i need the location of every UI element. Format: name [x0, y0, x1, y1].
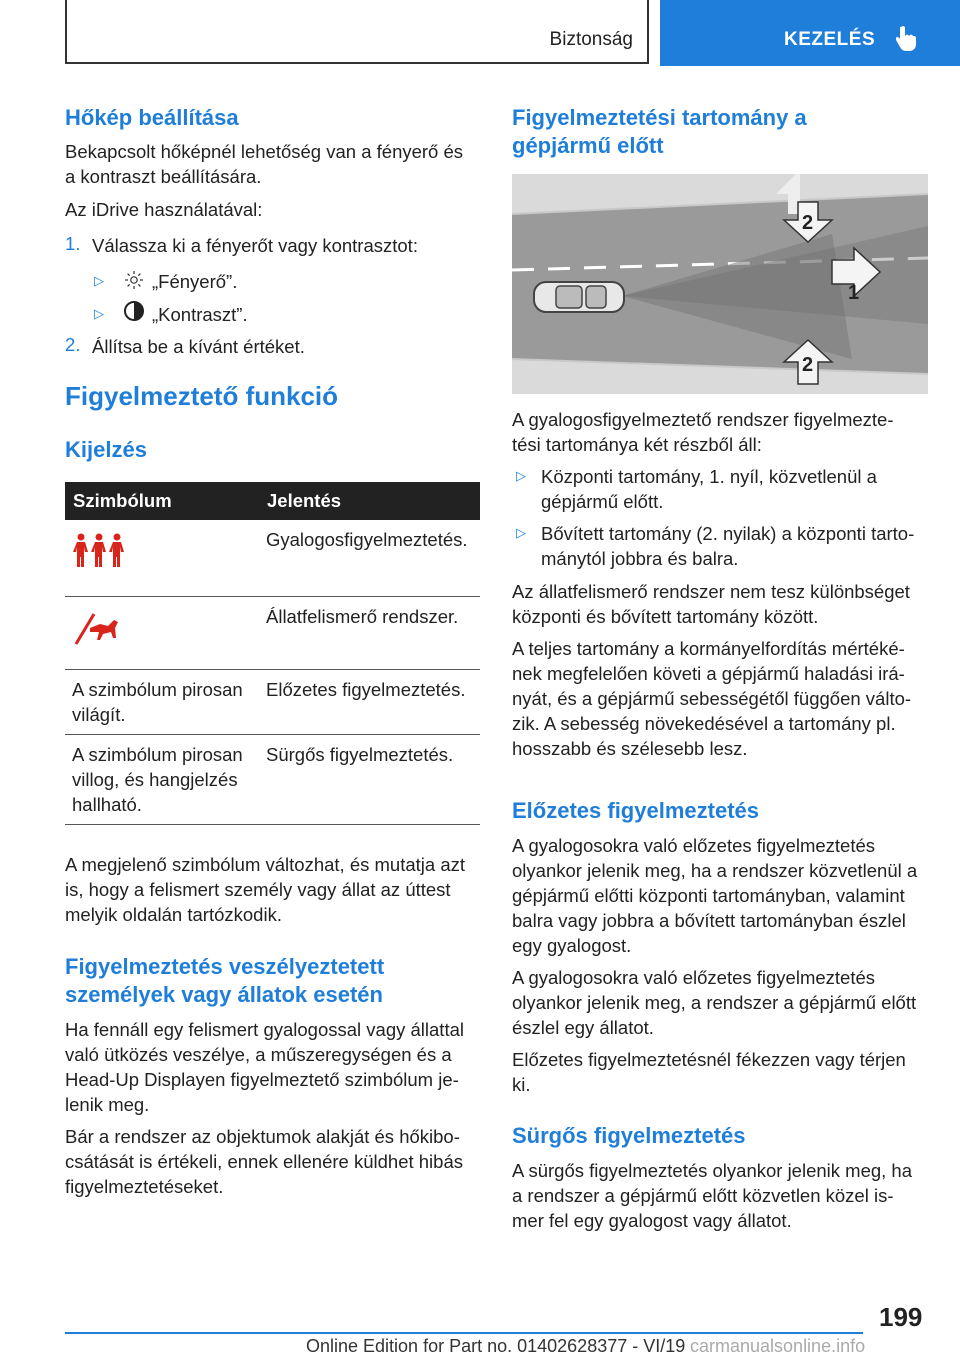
heading-elozetes: Előzetes figyelmeztetés: [512, 798, 759, 823]
heading-tartomany-2: gépjármű előtt: [512, 133, 664, 158]
para-gyal-1: A gyalogosfigyelmeztető rendszer figyelmezte-: [512, 409, 894, 430]
para-teljes-5: hosszabb és szélesebb lesz.: [512, 738, 748, 759]
para-allat-1: Az állatfelismerő rendszer nem tesz különbséget: [512, 581, 910, 602]
para-el3-1: Előzetes figyelmeztetésnél fékezzen vagy térjen: [512, 1049, 906, 1070]
pedestrians-icon: [72, 533, 126, 569]
bullet-1-line-2: gépjármű előtt.: [541, 491, 664, 512]
heading-hokep: Hőkép beállítása: [65, 105, 239, 130]
table-cell-meaning: Előzetes figyelmeztetés.: [259, 670, 480, 735]
brightness-icon: [124, 270, 144, 290]
para-el2-3: észlel egy állatot.: [512, 1017, 654, 1038]
para-megjelen-1: A megjelenő szimbólum változhat, és mutatja azt: [65, 854, 465, 875]
table-header-symbol: Szimbólum: [65, 482, 259, 520]
para-surg-2: a rendszer a gépjármű előtt közvetlen közel is-: [512, 1185, 894, 1206]
footer-divider: [65, 1332, 863, 1334]
para-el3-2: ki.: [512, 1074, 531, 1095]
para-teljes-1: A teljes tartomány a kormányelfordítás mértéké-: [512, 638, 905, 659]
para-teljes-4: zik. A sebesség növekedésével a tartomány pl.: [512, 713, 896, 734]
para-allat-2: központi és bővített tartomány között.: [512, 606, 819, 627]
para-vesz-3: Head-Up Displayen figyelmeztető szimbólum je-: [65, 1069, 459, 1090]
option-brightness: „Fényerő”.: [152, 271, 238, 292]
para-idrive: Az iDrive használatával:: [65, 199, 263, 220]
step-number: 1.: [65, 233, 81, 254]
table-row: [65, 735, 480, 825]
header-section-box: [65, 0, 649, 64]
table-cell-meaning: Sürgős figyelmeztetés.: [259, 735, 480, 825]
footer-edition: Online Edition for Part no. 01402628377 - VI/19: [306, 1336, 686, 1356]
bullet-1-line-1: Központi tartomány, 1. nyíl, közvetlenül a: [541, 466, 877, 487]
para-bar-1: Bár a rendszer az objektumok alakját és hőkibo-: [65, 1126, 460, 1147]
para-el1-4: balra vagy jobbra a bővített tartományban észlel: [512, 910, 906, 931]
para-el1-2: olyankor jelenik meg, ha a rendszer közvetlenül a: [512, 860, 918, 881]
option-contrast: „Kontraszt”.: [152, 304, 248, 325]
page-number: 199: [879, 1302, 923, 1332]
para-vesz-2: való ütközés veszélye, a műszeregységen és a: [65, 1044, 452, 1065]
para-el1-5: egy gyalogost.: [512, 935, 632, 956]
step-1: Válassza ki a fényerőt vagy kontrasztot:: [92, 235, 418, 256]
bullet-2-line-1: Bővített tartomány (2. nyilak) a központi tarto-: [541, 523, 915, 544]
section-title: Biztonság: [549, 29, 633, 50]
heading-veszelyeztetett-2: személyek vagy állatok esetén: [65, 982, 383, 1007]
table-row: [65, 520, 480, 597]
heading-tartomany-1: Figyelmeztetési tartomány a: [512, 105, 807, 130]
para-surg-3: mer fel egy gyalogost vagy állatot.: [512, 1210, 792, 1231]
bullet-2-line-2: mánytól jobbra és balra.: [541, 548, 739, 569]
heading-veszelyeztetett-1: Figyelmeztetés veszélyeztetett: [65, 954, 385, 979]
bullet-triangle-icon: ▷: [516, 468, 526, 483]
range-label: 2: [802, 212, 814, 234]
para-surg-1: A sürgős figyelmeztetés olyankor jelenik meg, ha: [512, 1160, 913, 1181]
step-number: 2.: [65, 334, 81, 355]
para-bar-3: figyelmeztetéseket.: [65, 1176, 224, 1197]
para-el1-3: gépjármű előtti központi tartományban, valamint: [512, 885, 905, 906]
para-el1-1: A gyalogosokra való előzetes figyelmeztetés: [512, 835, 876, 856]
symbol-table: [65, 482, 480, 825]
bullet-triangle-icon: ▷: [516, 525, 526, 540]
step-2: Állítsa be a kívánt értéket.: [92, 336, 305, 357]
table-row: [65, 670, 480, 735]
para-vesz-1: Ha fennáll egy felismert gyalogossal vagy állattal: [65, 1019, 464, 1040]
table-cell-meaning: Állatfelismerő rendszer.: [259, 597, 480, 670]
para-hokep-1: Bekapcsolt hőképnél lehetőség van a fényerő és: [65, 141, 464, 162]
para-megjelen-2: is, hogy a felismert személy vagy állat az úttest: [65, 879, 451, 900]
para-hokep-2: a kontraszt beállítására.: [65, 166, 262, 187]
range-label: 1: [848, 282, 860, 304]
heading-surgos: Sürgős figyelmeztetés: [512, 1123, 746, 1148]
para-gyal-2: tési tartománya két részből áll:: [512, 434, 762, 455]
hand-pointer-icon: [896, 25, 918, 51]
table-header-meaning: Jelentés: [259, 482, 480, 520]
table-row: [65, 597, 480, 670]
para-megjelen-3: melyik oldalán tartózkodik.: [65, 904, 282, 925]
table-cell-meaning: Gyalogosfigyelmeztetés.: [259, 520, 480, 597]
bullet-triangle-icon: ▷: [94, 306, 104, 321]
animal-icon: [72, 612, 126, 646]
para-bar-2: csátását is értékeli, ennek ellenére küldhet hibás: [65, 1151, 463, 1172]
para-el2-2: olyankor jelenik meg, a rendszer a gépjármű előtt: [512, 992, 917, 1013]
tab-label: KEZELÉS: [784, 29, 876, 50]
para-vesz-4: lenik meg.: [65, 1094, 150, 1115]
header-tab[interactable]: [660, 0, 960, 66]
range-label: 2: [802, 354, 814, 376]
bullet-triangle-icon: ▷: [94, 273, 104, 288]
para-el2-1: A gyalogosokra való előzetes figyelmeztetés: [512, 967, 876, 988]
table-cell-symbol: A szimbólum pirosan világít.: [65, 670, 259, 735]
contrast-icon: [123, 300, 145, 322]
heading-figyelmezteto: Figyelmeztető funkció: [65, 381, 339, 411]
heading-kijelzes: Kijelzés: [65, 437, 147, 462]
warning-range-diagram: [512, 174, 928, 394]
para-teljes-2: nek megfelelően követi a gépjármű haladási irá-: [512, 663, 905, 684]
para-teljes-3: nyát, és a gépjármű sebességétől függően válto-: [512, 688, 912, 709]
table-cell-symbol: A szimbólum pirosan villog, és hangjelzés hallható.: [65, 735, 259, 825]
footer-watermark: carmanualsonline.info: [690, 1336, 866, 1356]
